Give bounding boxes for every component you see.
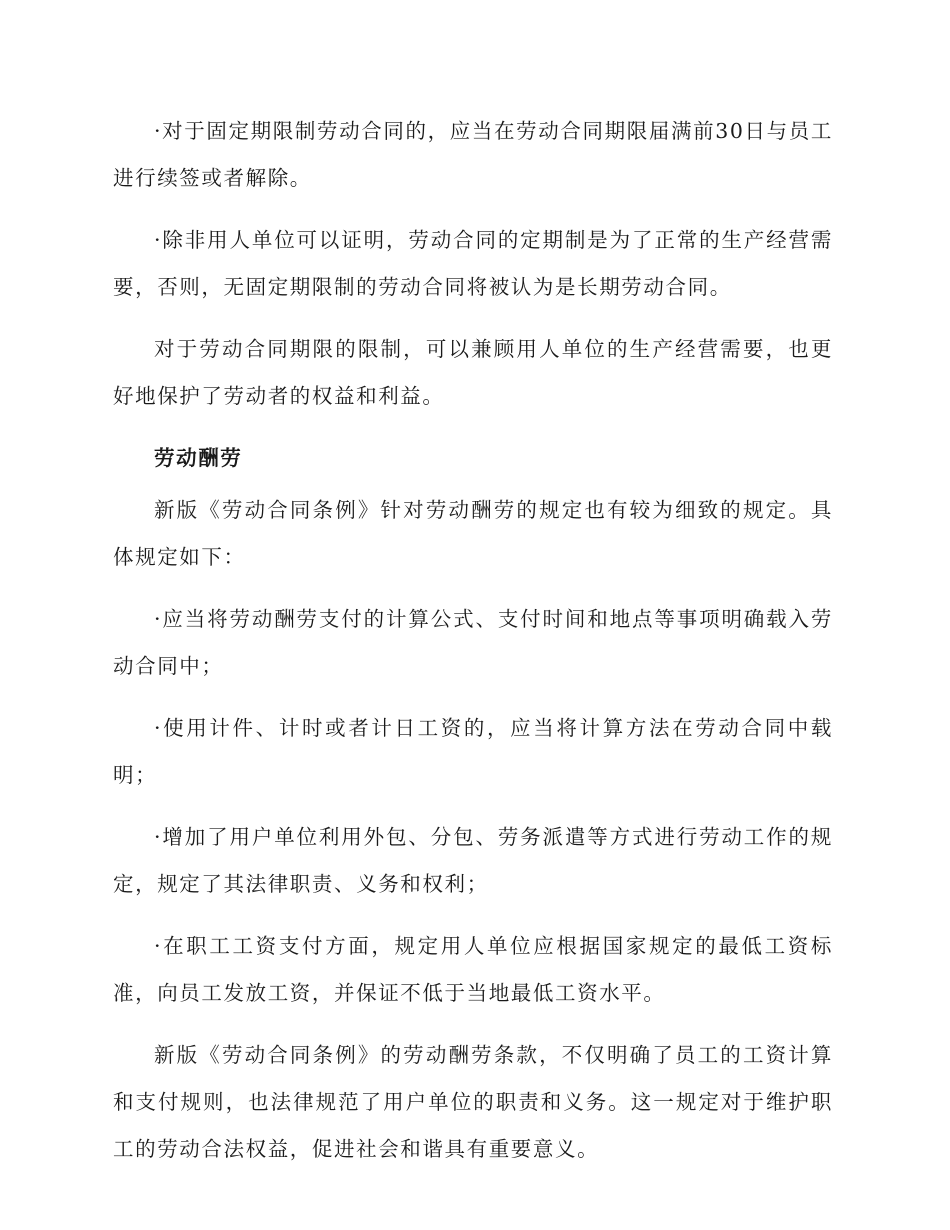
section-heading-remuneration: 劳动酬劳: [154, 446, 243, 470]
bullet-paragraph-fixed-term: ·除非用人单位可以证明，劳动合同的定期制是为了正常的生产经营需要，否则，无固定期限制的劳动合同将被认为是长期劳动合同。: [113, 228, 833, 299]
bullet-paragraph-piecework: ·使用计件、计时或者计日工资的，应当将计算方法在劳动合同中载明；: [113, 716, 833, 787]
bullet-paragraph-renewal: ·对于固定期限制劳动合同的，应当在劳动合同期限届满前30日与员工进行续签或者解除。: [113, 119, 833, 190]
document-body: [113, 108, 833, 1188]
paragraph-term-summary: 对于劳动合同期限的限制，可以兼顾用人单位的生产经营需要，也更好地保护了劳动者的权益和利益。: [113, 337, 833, 408]
bullet-paragraph-formula: ·应当将劳动酬劳支付的计算公式、支付时间和地点等事项明确载入劳动合同中；: [113, 607, 833, 678]
bullet-paragraph-outsourcing: ·增加了用户单位利用外包、分包、劳务派遣等方式进行劳动工作的规定，规定了其法律职责、义务和权利；: [113, 825, 833, 896]
paragraph-conclusion: 新版《劳动合同条例》的劳动酬劳条款，不仅明确了员工的工资计算和支付规则，也法律规范了用户单位的职责和义务。这一规定对于维护职工的劳动合法权益，促进社会和谐具有重要意义。: [113, 1043, 833, 1161]
bullet-paragraph-minimum-wage: ·在职工工资支付方面，规定用人单位应根据国家规定的最低工资标准，向员工发放工资，并保证不低于当地最低工资水平。: [113, 934, 833, 1005]
paragraph-remuneration-intro: 新版《劳动合同条例》针对劳动酬劳的规定也有较为细致的规定。具体规定如下：: [113, 498, 833, 569]
